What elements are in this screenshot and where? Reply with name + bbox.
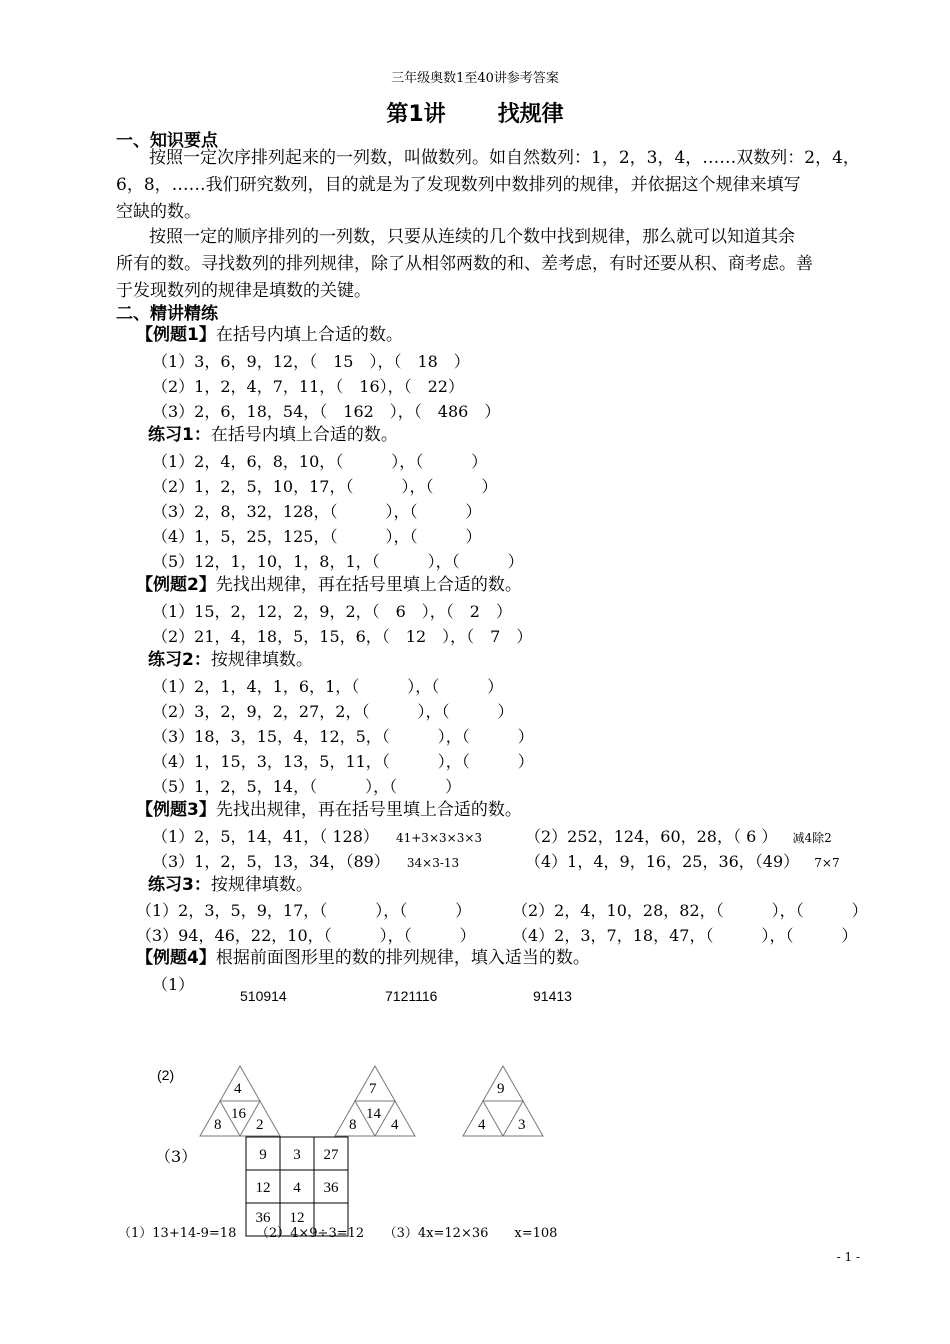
- triangle-1-center: 16: [231, 1106, 246, 1122]
- triangle-3-inner: [483, 1101, 523, 1136]
- paragraph-line: 6，8，……我们研究数列，目的就是为了发现数列中数排列的规律，并依据这个规律来填写: [116, 175, 801, 195]
- example-label: 【例题4】: [136, 948, 216, 968]
- grid-cell: 12: [255, 1180, 271, 1196]
- example-instruction: 在括号内填上合适的数。: [215, 325, 403, 345]
- example-instruction: 根据前面图形里的数的排列规律，填入适当的数。: [215, 948, 590, 968]
- triangle-3-left: 4: [478, 1117, 486, 1133]
- answer-text: （1）2，5，14，41，（ 128）: [152, 827, 379, 846]
- answer-text: （3）1，2，5，13，34，（89）: [152, 852, 390, 871]
- practice-label: 练习1：: [148, 425, 211, 445]
- list-item: （1）3，6，9，12，（ 15 ），（ 18 ）: [152, 352, 470, 371]
- triangle-1-left: 8: [214, 1117, 222, 1133]
- paragraph-line: 于发现数列的规律是填数的关键。: [116, 281, 371, 301]
- answer-note: 34×3-13: [406, 856, 460, 870]
- list-item: （4）2，3，7，18，47，（ ），（ ）: [512, 926, 858, 945]
- practice-label: 练习3：: [148, 875, 211, 895]
- practice-instruction: 按规律填数。: [210, 650, 313, 670]
- triangle-3-top: 9: [497, 1081, 505, 1097]
- answer-note: 7×7: [814, 856, 840, 870]
- example-label: 【例题1】: [136, 325, 216, 345]
- triangle-2-left: 8: [349, 1117, 357, 1133]
- paragraph-line: 所有的数。寻找数列的排列规律，除了从相邻两数的和、差考虑，有时还要从积、商考虑。善: [116, 254, 813, 274]
- list-item: （2）2，4，10，28，82，（ ），（ ）: [512, 901, 868, 920]
- list-item: （2）1，2，5，10，17，（ ），（ ）: [152, 477, 498, 496]
- grid-cell: 12: [289, 1210, 305, 1226]
- paragraph-line: 按照一定的顺序排列的一列数，只要从连续的几个数中找到规律，那么就可以知道其余: [149, 227, 795, 247]
- practice-instruction: 在括号内填上合适的数。: [210, 425, 398, 445]
- part-label-2: (2): [157, 1067, 175, 1083]
- grid-cell: 9: [259, 1147, 267, 1163]
- triangle-1-right: 2: [256, 1117, 264, 1133]
- list-item: （4）1，5，25，125，（ ），（ ）: [152, 527, 482, 546]
- answer-summary: （1）13+14-9=18 （2）4×9÷3=12 （3）4x=12×36 x=108: [118, 1226, 558, 1241]
- list-item: （5）1，2，5，14，（ ），（ ）: [152, 777, 462, 796]
- list-item: （3）2，6，18，54，（ 162 ），（ 486 ）: [152, 402, 501, 421]
- list-item: （3）18，3，15，4，12，5，（ ），（ ）: [152, 727, 534, 746]
- example-instruction: 先找出规律，再在括号里填上合适的数。: [215, 800, 522, 820]
- section-heading-practice: 二、精讲精练: [116, 304, 218, 324]
- example-label: 【例题3】: [136, 800, 216, 820]
- practice-instruction: 按规律填数。: [210, 875, 313, 895]
- page-number: - 1 -: [836, 1250, 860, 1264]
- answer-text: （2）252，124，60，28，（ 6 ）: [525, 827, 778, 846]
- example-label: 【例题2】: [136, 575, 216, 595]
- list-item: （1）15，2，12，2，9，2，（ 6 ），（ 2 ）: [152, 602, 512, 621]
- grid-cell: 3: [293, 1147, 301, 1163]
- list-item: （5）12，1，10，1，8，1，（ ），（ ）: [152, 552, 524, 571]
- lecture-number: 第1讲: [386, 102, 446, 127]
- paragraph-line: 按照一定次序排列起来的一列数，叫做数列。如自然数列：1，2，3，4，……双数列：2，4，: [149, 148, 860, 168]
- answer-note: 减4除2: [792, 831, 832, 845]
- list-item: （2）21，4，18，5，15，6，（ 12 ），（ 7 ）: [152, 627, 533, 646]
- grid-cell: 36: [255, 1210, 271, 1226]
- practice-label: 练习2：: [148, 650, 211, 670]
- grid-cell: 36: [323, 1180, 339, 1196]
- list-item: （1）2，1，4，1，6，1，（ ），（ ）: [152, 677, 504, 696]
- list-item: （3）2，8，32，128，（ ），（ ）: [152, 502, 482, 521]
- figure-numbers-1: 510914: [240, 988, 287, 1004]
- part-label-3: （3）: [155, 1147, 198, 1166]
- paragraph-line: 空缺的数。: [116, 202, 201, 222]
- section-heading-knowledge: 一、知识要点: [116, 131, 218, 151]
- grid-cell: 27: [323, 1147, 339, 1163]
- figure-numbers-2: 7121116: [385, 988, 438, 1004]
- grid-cell: 4: [293, 1180, 301, 1196]
- triangle-2-right: 4: [391, 1117, 399, 1133]
- example-instruction: 先找出规律，再在括号里填上合适的数。: [215, 575, 522, 595]
- list-item: （1）2，3，5，9，17，（ ），（ ）: [136, 901, 472, 920]
- part-label-1: （1）: [152, 975, 195, 994]
- running-header: 三年级奥数1至40讲参考答案: [391, 71, 559, 86]
- list-item: （3）94，46，22，10，（ ），（ ）: [136, 926, 476, 945]
- triangle-2-top: 7: [369, 1081, 377, 1097]
- list-item: （2）1，2，4，7，11，（ 16），（ 22）: [152, 377, 464, 396]
- triangle-3-right: 3: [518, 1117, 526, 1133]
- figure-numbers-3: 91413: [533, 988, 572, 1004]
- answer-note: 41+3×3×3×3: [395, 831, 483, 845]
- triangle-1-top: 4: [234, 1081, 242, 1097]
- list-item: （1）2，4，6，8，10，（ ），（ ）: [152, 452, 488, 471]
- list-item: （2）3，2，9，2，27，2，（ ），（ ）: [152, 702, 514, 721]
- answer-text: （4）1，4，9，16，25，36，（49）: [525, 852, 800, 871]
- lecture-topic: 找规律: [497, 102, 564, 127]
- triangle-2-center: 14: [366, 1106, 381, 1122]
- list-item: （4）1，15，3，13，5，11，（ ），（ ）: [152, 752, 534, 771]
